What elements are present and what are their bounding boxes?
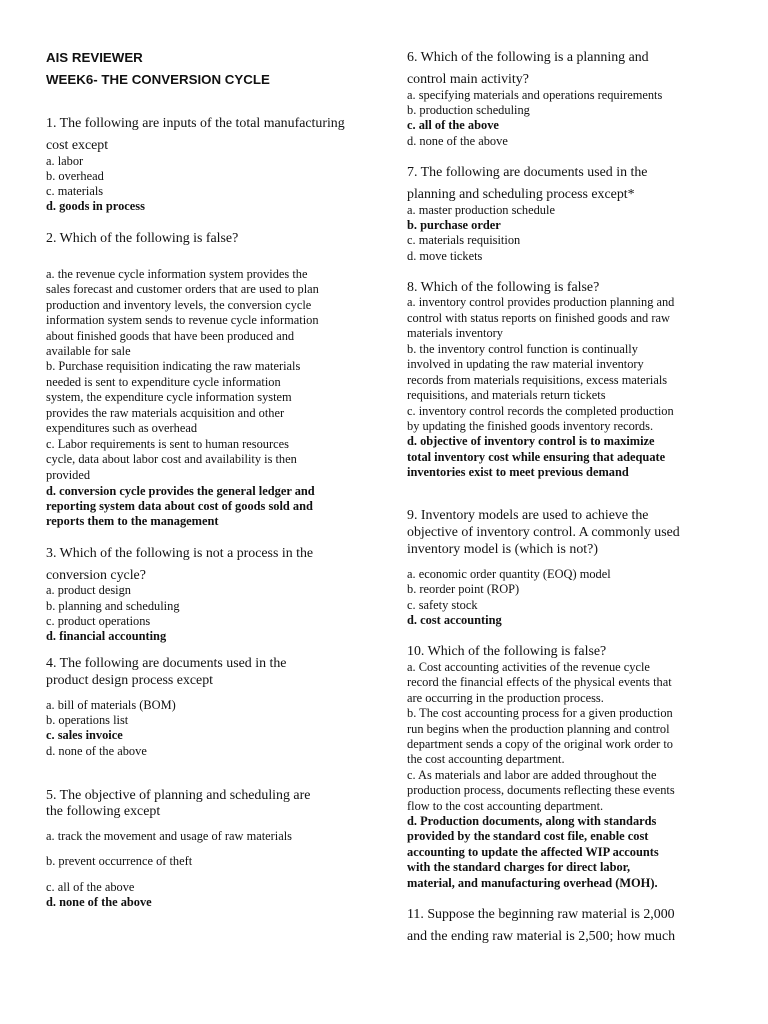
- option-a: a. inventory control provides production planning and: [407, 295, 675, 309]
- option-b: b. reorder point (ROP): [407, 582, 520, 596]
- option-d-answer: reports them to the management: [46, 514, 219, 528]
- option-b: needed is sent to expenditure cycle information: [46, 375, 281, 389]
- option-d-answer: with the standard charges for direct labor,: [407, 860, 631, 874]
- question-text: 11. Suppose the beginning raw material is 2,000: [407, 907, 675, 922]
- option-a: control with status reports on finished goods and raw: [407, 311, 670, 325]
- option-d-answer: inventories exist to meet previous demand: [407, 465, 629, 479]
- option-c: c. safety stock: [407, 598, 478, 612]
- option-b: the cost accounting department.: [407, 752, 565, 766]
- option-b: b. The cost accounting process for a given production: [407, 706, 673, 720]
- option-a: a. master production schedule: [407, 203, 555, 217]
- option-c: c. materials: [46, 184, 104, 198]
- option-c: by updating the finished goods inventory records.: [407, 419, 654, 433]
- option-d-answer: d. Production documents, along with standards: [407, 814, 657, 828]
- option-a: information system sends to revenue cycle information: [46, 313, 319, 327]
- option-b: provides the raw materials acquisition and other: [46, 406, 285, 420]
- question-text: 6. Which of the following is a planning and: [407, 50, 649, 65]
- question-text: 4. The following are documents used in the: [46, 656, 287, 671]
- option-d-answer: d. cost accounting: [407, 613, 502, 627]
- option-a: a. labor: [46, 154, 84, 168]
- question-text: 8. Which of the following is false?: [407, 280, 600, 295]
- option-a: record the financial effects of the physical events that: [407, 675, 672, 689]
- option-b: b. overhead: [46, 169, 104, 183]
- question-text: 5. The objective of planning and scheduling are: [46, 788, 311, 803]
- option-a: a. economic order quantity (EOQ) model: [407, 567, 611, 581]
- question-text: the following except: [46, 804, 161, 819]
- option-d-answer: total inventory cost while ensuring that adequate: [407, 450, 666, 464]
- reviewer-title: AIS REVIEWER: [46, 50, 143, 65]
- option-b: b. Purchase requisition indicating the raw materials: [46, 359, 301, 373]
- option-b: b. operations list: [46, 713, 129, 727]
- question-text: control main activity?: [407, 72, 529, 87]
- option-a: materials inventory: [407, 326, 503, 340]
- option-b: b. prevent occurrence of theft: [46, 854, 193, 868]
- option-a: production and inventory levels, the conversion cycle: [46, 298, 312, 312]
- option-a: a. Cost accounting activities of the revenue cycle: [407, 660, 650, 674]
- option-b: department sends a copy of the original work order to: [407, 737, 673, 751]
- option-a: about finished goods that have been produced and: [46, 329, 295, 343]
- option-d: d. none of the above: [46, 744, 147, 758]
- option-d-answer: accounting to update the affected WIP accounts: [407, 845, 659, 859]
- question-text: 10. Which of the following is false?: [407, 644, 607, 659]
- option-c: c. inventory control records the completed production: [407, 404, 674, 418]
- question-text: 7. The following are documents used in the: [407, 165, 648, 180]
- question-text: 2. Which of the following is false?: [46, 231, 239, 246]
- option-d-answer: d. financial accounting: [46, 629, 167, 643]
- option-c: c. all of the above: [46, 880, 135, 894]
- option-a: are occurring in the production process.: [407, 691, 604, 705]
- option-c-answer: c. sales invoice: [46, 728, 123, 742]
- option-b: b. production scheduling: [407, 103, 530, 117]
- question-text: conversion cycle?: [46, 568, 146, 583]
- option-c: flow to the cost accounting department.: [407, 799, 604, 813]
- option-b: run begins when the production planning and control: [407, 722, 670, 736]
- option-b: requisitions, and materials return tickets: [407, 388, 606, 402]
- option-b: expenditures such as overhead: [46, 421, 198, 435]
- option-b: system, the expenditure cycle information system: [46, 390, 292, 404]
- question-text: 3. Which of the following is not a process in the: [46, 546, 314, 561]
- question-text: inventory model is (which is not?): [407, 542, 598, 557]
- option-d: d. none of the above: [407, 134, 508, 148]
- option-d: d. move tickets: [407, 249, 483, 263]
- option-a: available for sale: [46, 344, 131, 358]
- option-c: c. As materials and labor are added throughout the: [407, 768, 657, 782]
- question-text: cost except: [46, 138, 109, 153]
- option-d-answer: d. none of the above: [46, 895, 152, 909]
- question-text: objective of inventory control. A commonly used: [407, 525, 680, 540]
- option-a: a. product design: [46, 583, 131, 597]
- option-a: a. bill of materials (BOM): [46, 698, 176, 712]
- question-text: 9. Inventory models are used to achieve the: [407, 508, 649, 523]
- option-a: a. the revenue cycle information system provides the: [46, 267, 308, 281]
- option-c: c. Labor requirements is sent to human resources: [46, 437, 289, 451]
- option-c: production process, documents reflecting these events: [407, 783, 675, 797]
- option-b: involved in updating the raw material inventory: [407, 357, 644, 371]
- option-d-answer: d. conversion cycle provides the general ledger and: [46, 484, 315, 498]
- option-b: b. planning and scheduling: [46, 599, 180, 613]
- option-d-answer: provided by the standard cost file, enable cost: [407, 829, 649, 843]
- option-d-answer: d. objective of inventory control is to maximize: [407, 434, 655, 448]
- option-b: b. the inventory control function is continually: [407, 342, 638, 356]
- option-d-answer: reporting system data about cost of goods sold and: [46, 499, 313, 513]
- option-b-answer: b. purchase order: [407, 218, 501, 232]
- question-text: 1. The following are inputs of the total manufacturing: [46, 116, 345, 131]
- option-c: c. product operations: [46, 614, 151, 628]
- question-text: and the ending raw material is 2,500; how much: [407, 929, 676, 944]
- option-a: a. specifying materials and operations requirements: [407, 88, 663, 102]
- option-d-answer: material, and manufacturing overhead (MOH).: [407, 876, 658, 890]
- question-text: planning and scheduling process except*: [407, 187, 635, 202]
- option-c-answer: c. all of the above: [407, 118, 499, 132]
- option-b: records from materials requisitions, excess materials: [407, 373, 668, 387]
- option-d-answer: d. goods in process: [46, 199, 145, 213]
- option-a: a. track the movement and usage of raw materials: [46, 829, 292, 843]
- option-c: provided: [46, 468, 91, 482]
- week-subtitle: WEEK6- THE CONVERSION CYCLE: [46, 72, 270, 87]
- option-c: cycle, data about labor cost and availability is then: [46, 452, 297, 466]
- option-c: c. materials requisition: [407, 233, 521, 247]
- question-text: product design process except: [46, 673, 214, 688]
- option-a: sales forecast and customer orders that are used to plan: [46, 282, 319, 296]
